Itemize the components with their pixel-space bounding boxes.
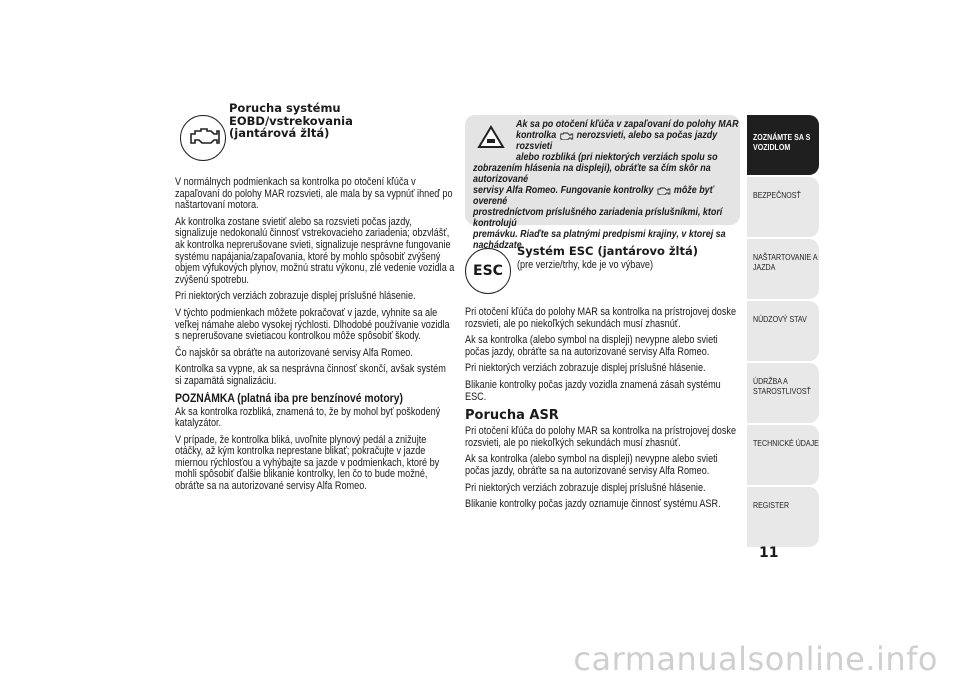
- right-column: [465, 115, 740, 516]
- tab-nudzovy-stav[interactable]: [747, 301, 819, 361]
- eobd-header: [175, 101, 455, 175]
- eobd-paragraph: Kontrolka sa vypne, ak sa nesprávna činnosť skončí, avšak systém si zapamätá signalizáciu.: [175, 363, 446, 387]
- tab-label-line: NÚDZOVÝ STAV: [753, 314, 807, 324]
- asr-paragraph: Pri otočení kľúča do polohy MAR sa kontrolka na prístrojovej doske rozsvieti, ale po niekoľkých sekundách musí zhasnúť.: [465, 425, 737, 449]
- warning-line: [473, 130, 746, 152]
- tab-register[interactable]: [747, 487, 819, 547]
- engine-warning-icon: [180, 115, 226, 161]
- warning-line-part: nerozsvieti, alebo sa počas jazdy rozsvieti: [516, 130, 718, 152]
- eobd-paragraph: V normálnych podmienkach sa kontrolka po otočení kľúča v zapaľovaní do polohy MAR rozsvieti, ale mala by sa vypnúť ihneď po naštartovaní motora.: [175, 176, 453, 212]
- warning-line: nachádzate.: [473, 240, 525, 251]
- warning-text: [473, 119, 746, 251]
- tab-label-line: REGISTER: [753, 500, 790, 510]
- esc-subtitle: (pre verzie/trhy, kde je vo výbave): [517, 258, 654, 271]
- esc-title: Systém ESC (jantárovo žltá): [517, 244, 699, 258]
- eobd-paragraph: Ak kontrolka zostane svietiť alebo sa rozsvieti počas jazdy, signalizuje nedokonalú činnosť vstrekovacieho zariadenia; obzvlášť, ak kontrolka neprerušovane svieti, signalizuje nesprávne fungovanie systému napájania/zapaľovania, ktoré by mohlo spôsobiť zvýšený objem výfukových plynov, možnú stratu výkonu, zlé vedenie vozidla a zvýšenú spotrebu.: [175, 215, 455, 286]
- warning-line: premávku. Riaďte sa platnými predpismi krajiny, v ktorej sa: [473, 229, 726, 240]
- eobd-paragraph: Čo najskôr sa obráťte na autorizované servisy Alfa Romeo.: [175, 346, 413, 359]
- eobd-title-line-3: (jantárová žltá): [229, 126, 330, 140]
- tab-label-line: TECHNICKÉ ÚDAJE: [753, 438, 819, 448]
- left-column: [175, 101, 455, 498]
- tab-technicke-udaje[interactable]: [747, 425, 819, 485]
- asr-paragraph: Ak sa kontrolka (alebo symbol na displeji) nevypne alebo svieti počas jazdy, obráťte sa na autorizované servisy Alfa Romeo.: [465, 453, 718, 477]
- engine-inline-icon: [559, 131, 574, 140]
- asr-paragraph: Blikanie kontrolky počas jazdy oznamuje činnosť systému ASR.: [465, 498, 721, 511]
- page-number: 11: [759, 545, 779, 561]
- esc-icon: ESC: [465, 248, 511, 294]
- chapter-sidebar: [747, 115, 819, 549]
- warning-line: alebo rozbliká (pri niektorých verziách spolu so: [516, 152, 718, 163]
- tab-label-line: JAZDA: [753, 261, 776, 272]
- asr-title: Porucha ASR: [465, 408, 559, 424]
- warning-line: prostredníctvom príslušného zariadenia príslušníkmi, ktorí kontrolujú: [473, 207, 723, 229]
- warning-line: zobrazením hlásenia na displeji), obráťte sa čím skôr na autorizované: [473, 163, 711, 185]
- tab-label-line: NAŠTARTOVANIE A: [753, 252, 818, 262]
- eobd-title-line-2: EOBD/vstrekovania: [229, 113, 353, 128]
- warning-line-part: kontrolka: [516, 130, 557, 141]
- eobd-paragraph: Pri niektorých verziách zobrazuje displej príslušné hlásenie.: [175, 290, 416, 303]
- tab-label-line: STAROSTLIVOSŤ: [753, 385, 811, 396]
- eobd-paragraph: V týchto podmienkach môžete pokračovať v jazde, vyhnite sa ale veľkej námahe alebo vysokej rýchlosti. Dlhodobé používanie vozidla s neprerušovane svietiacou kontrolkou môže spôsobiť škody.: [175, 306, 450, 343]
- note-title: POZNÁMKA (platná iba pre benzínové motory): [175, 392, 403, 405]
- esc-paragraph: Blikanie kontrolky počas jazdy vozidla znamená zásah systému ESC.: [465, 378, 721, 403]
- note-paragraph: V prípade, že kontrolka bliká, uvoľnite plynový pedál a znižujte otáčky, až kým kontrolka neprestane blikať; pokračujte v jazde miernou rýchlosťou a vyhýbajte sa jazde v podmienkach, ktoré by mohli spôsobiť ďalšie blikanie kontrolky, len čo to bude možné, obráťte sa na autorizované servisy Alfa Romeo.: [175, 433, 440, 493]
- tab-nastartovanie[interactable]: [747, 239, 819, 299]
- eobd-title-line-1: Porucha systému: [229, 101, 341, 115]
- warning-line: Ak sa po otočení kľúča v zapaľovaní do polohy MAR: [516, 119, 739, 130]
- tab-bezpecnost[interactable]: [747, 177, 819, 237]
- tab-udrzba[interactable]: [747, 363, 819, 423]
- esc-paragraph: Pri niektorých verziách zobrazuje displej príslušné hlásenie.: [465, 362, 706, 375]
- engine-inline-icon: [656, 186, 671, 195]
- tab-zoznamte-sa[interactable]: [747, 115, 819, 175]
- esc-paragraph: Ak sa kontrolka (alebo symbol na displeji) nevypne alebo svieti počas jazdy, obráťte sa na autorizované servisy Alfa Romeo.: [465, 334, 718, 358]
- esc-paragraph: Pri otočení kľúča do polohy MAR sa kontrolka na prístrojovej doske rozsvieti, ale po niekoľkých sekundách musí zhasnúť.: [465, 306, 737, 330]
- watermark: carmanualsonline.info: [573, 640, 938, 678]
- esc-header: [465, 245, 740, 307]
- warning-line-part: servisy Alfa Romeo. Fungovanie kontrolky: [473, 185, 654, 196]
- tab-label-line: ÚDRŽBA A: [753, 376, 788, 386]
- note-paragraph: Ak sa kontrolka rozbliká, znamená to, že by mohol byť poškodený katalyzátor.: [175, 405, 441, 430]
- tab-label-line: BEZPEČNOSŤ: [753, 190, 801, 200]
- tab-label-line: ZOZNÁMTE SA S: [753, 132, 811, 142]
- warning-line-part: môže byť overené: [473, 185, 714, 207]
- tab-label-line: VOZIDLOM: [753, 141, 791, 152]
- asr-paragraph: Pri niektorých verziách zobrazuje displej príslušné hlásenie.: [465, 481, 706, 494]
